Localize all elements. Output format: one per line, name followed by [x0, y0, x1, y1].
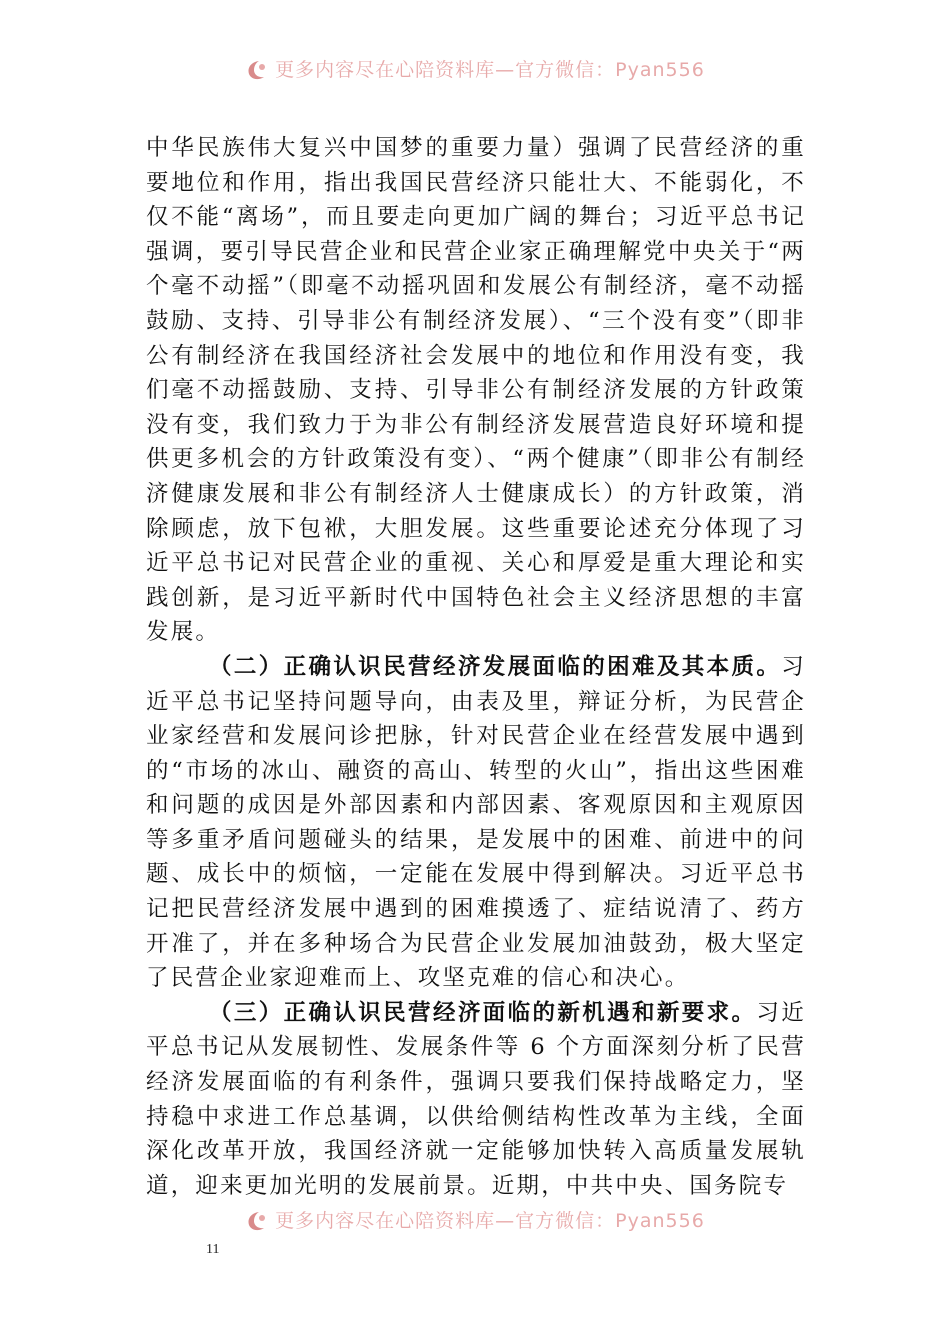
- footer-watermark: [0, 1209, 950, 1233]
- header-watermark-text: 更多内容尽在心陪资料库—官方微信：Pyan556: [275, 59, 705, 81]
- paragraph-2: [146, 650, 806, 996]
- paragraph-3-text: 习近平总书记从发展韧性、发展条件等 6 个方面深刻分析了民营经济发展面临的有利条件，强调只要我们保持战略定力，坚持稳中求进工作总基调，以供给侧结构性改革为主线，全面深化改革开放，我国经济就一定能够加快转入高质量发展轨道，迎来更加光明的发展前景。近期，中共中央、国务院专: [146, 999, 806, 1199]
- paragraph-3-heading: （三）正确认识民营经济面临的新机遇和新要求。: [209, 999, 757, 1026]
- crescent-logo-icon: [245, 1210, 271, 1232]
- paragraph-1: [146, 131, 806, 650]
- paragraph-1-text: 中华民族伟大复兴中国梦的重要力量）强调了民营经济的重要地位和作用，指出我国民营经济只能壮大、不能弱化，不仅不能“离场”，而且要走向更加广阔的舞台；习近平总书记强调，要引导民营企业和民营企业家正确理解党中央关于“两个毫不动摇”（即毫不动摇巩固和发展公有制经济，毫不动摇鼓励、支持、引导非公有制经济发展）、“三个没有变”（即非公有制经济在我国经济社会发展中的地位和作用没有变，我们毫不动摇鼓励、支持、引导非公有制经济发展的方针政策没有变，我们致力于为非公有制经济发展营造良好环境和提供更多机会的方针政策没有变）、“两个健康”（即非公有制经济健康发展和非公有制经济人士健康成长）的方针政策，消除顾虑，放下包袱，大胆发展。这些重要论述充分体现了习近平总书记对民营企业的重视、关心和厚爱是重大理论和实践创新，是习近平新时代中国特色社会主义经济思想的丰富发展。: [146, 135, 806, 646]
- header-watermark: [0, 58, 950, 82]
- page-number: 11: [206, 1242, 220, 1257]
- crescent-logo-icon: [245, 59, 271, 81]
- document-body: [146, 131, 806, 1203]
- footer-watermark-text: 更多内容尽在心陪资料库—官方微信：Pyan556: [275, 1210, 705, 1232]
- paragraph-3: [146, 996, 806, 1204]
- paragraph-2-text: 习近平总书记坚持问题导向，由表及里，辩证分析，为民营企业家经营和发展问诊把脉，针对民营企业在经营发展中遇到的“市场的冰山、融资的高山、转型的火山”，指出这些困难和问题的成因是外部因素和内部因素、客观原因和主观原因等多重矛盾问题碰头的结果，是发展中的困难、前进中的问题、成长中的烦恼，一定能在发展中得到解决。习近平总书记把民营经济发展中遇到的困难摸透了、症结说清了、药方开准了，并在多种场合为民营企业发展加油鼓劲，极大坚定了民营企业家迎难而上、攻坚克难的信心和决心。: [146, 653, 806, 992]
- paragraph-2-heading: （二）正确认识民营经济发展面临的困难及其本质。: [209, 653, 782, 680]
